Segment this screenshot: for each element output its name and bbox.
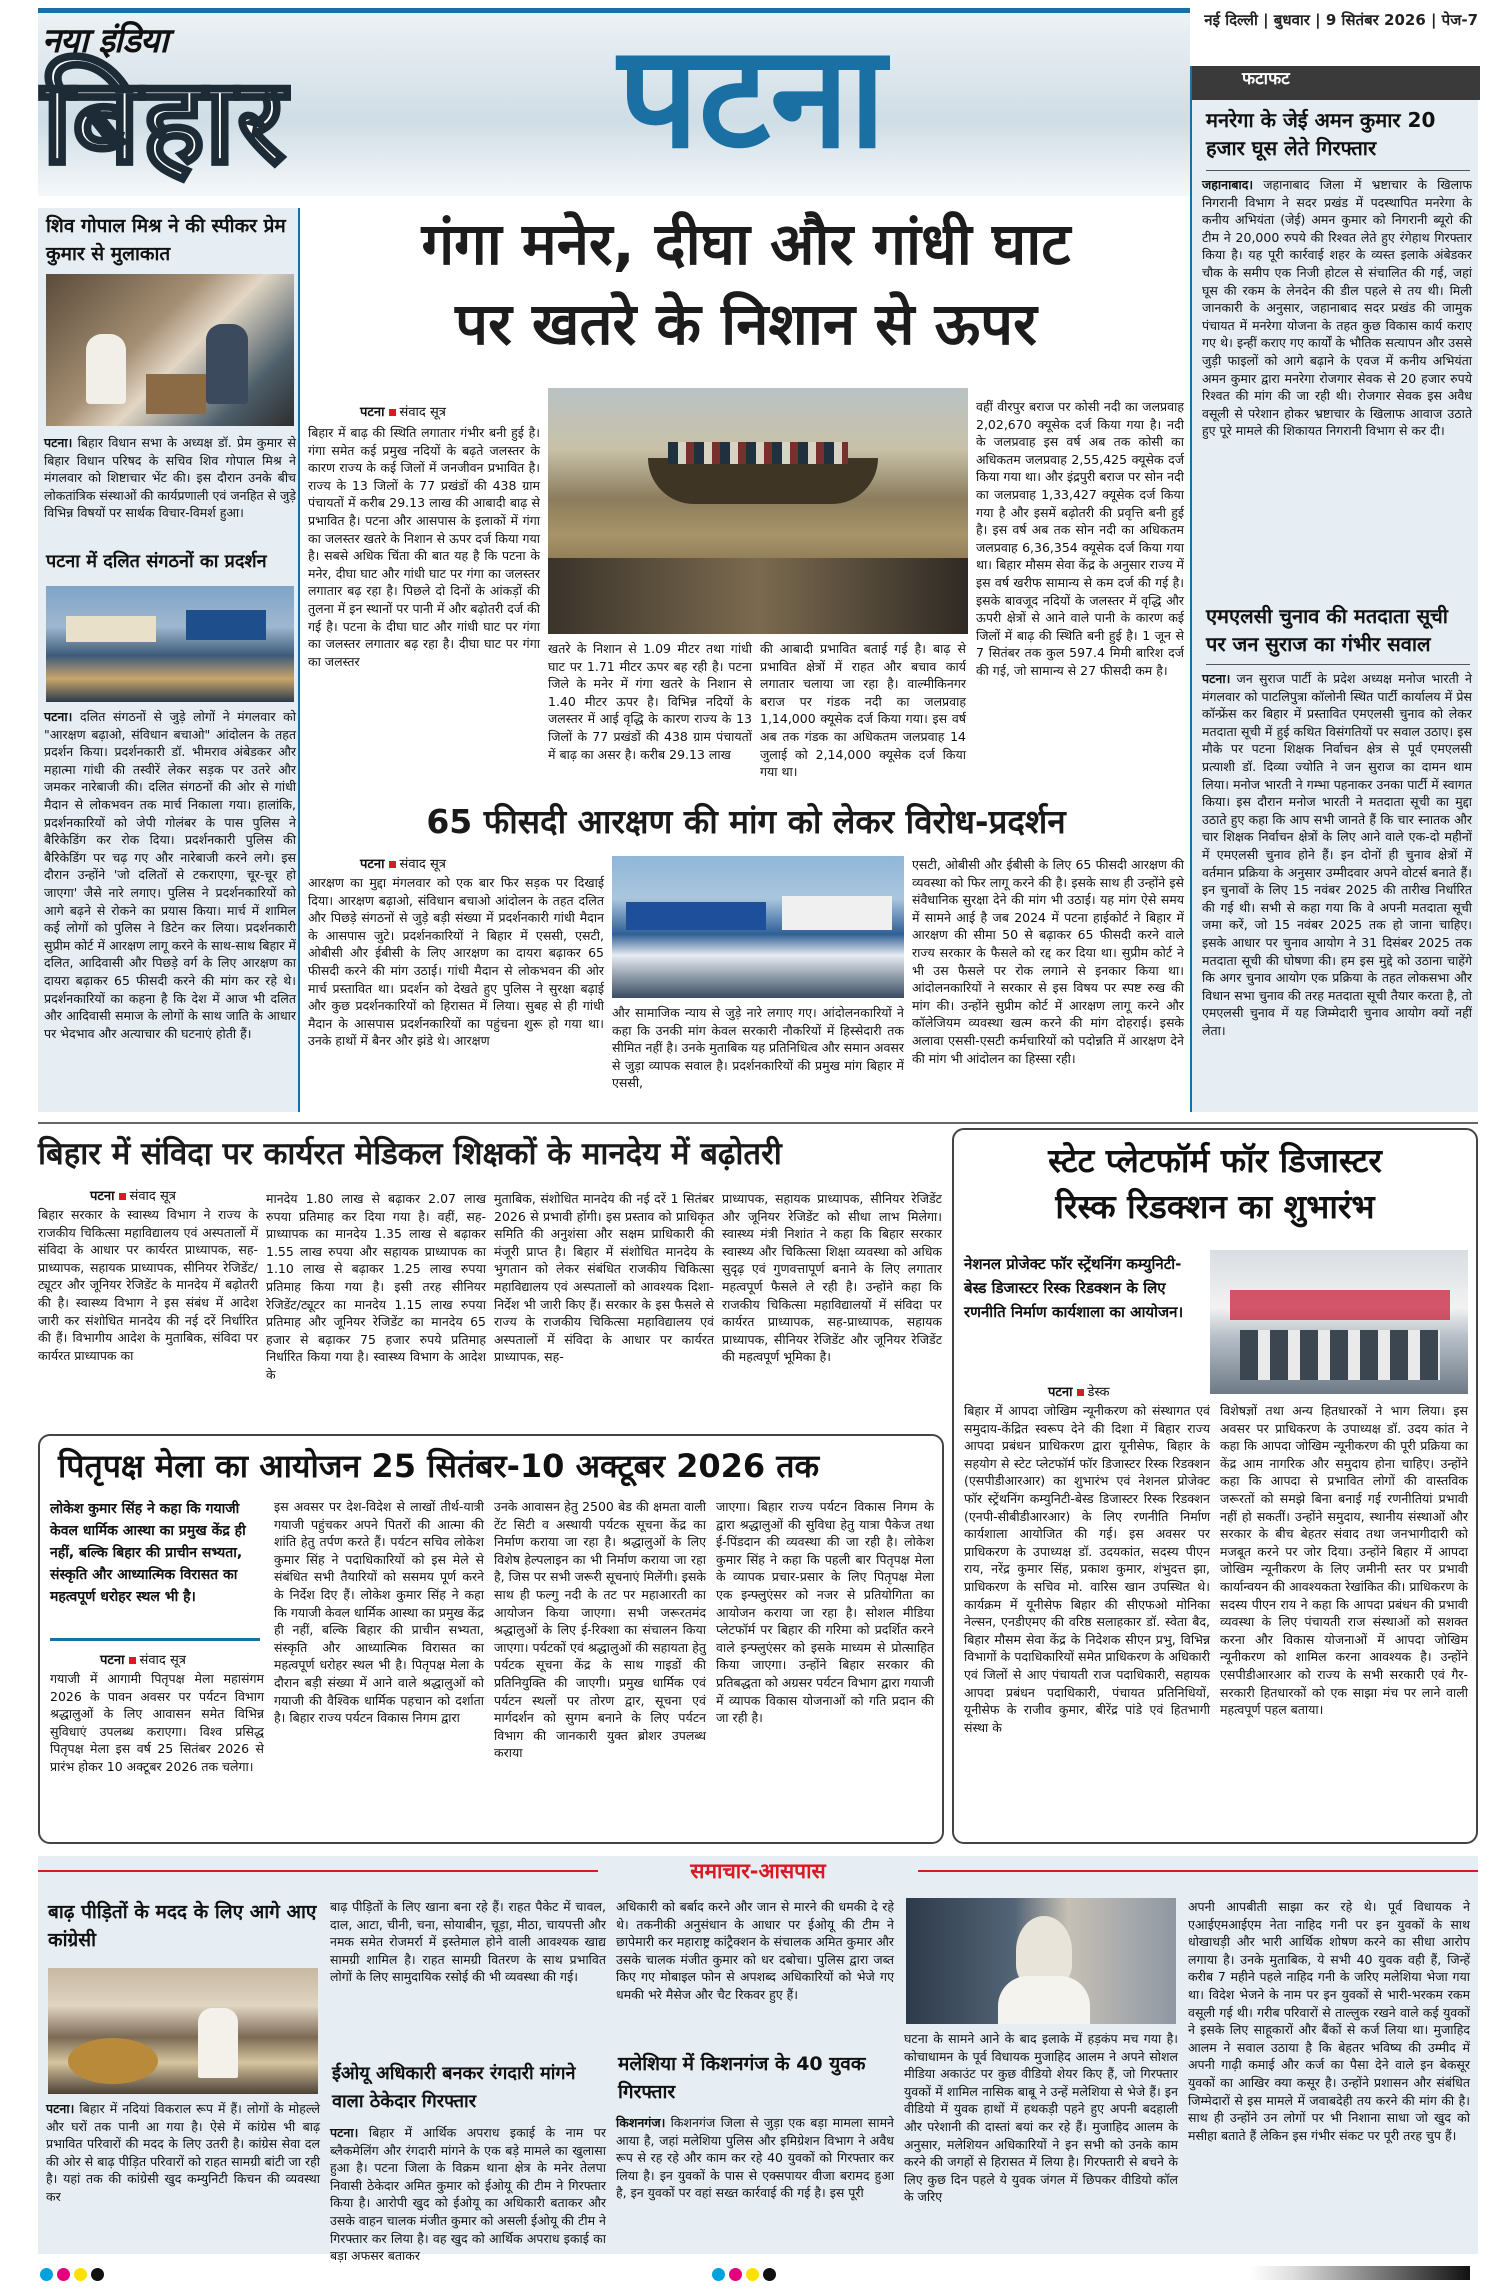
lead-col-2: खतरे के निशान से 1.09 मीटर तथा गांधी घाट पर 1.71 मीटर ऊपर बह रही है। पटना जिले के मनेर में गंगा खतरे के निशान से 1.40 मीटर ऊपर है। विभिन्न नदियों के जलस्तर में आई वृद्धि के कारण राज्य के 13 जिलों के 77 प्रखंडों की 438 ग्राम पंचायतों में बाढ़ का असर है। करीब 29.13 लाख	[548, 641, 752, 762]
location: पटना।	[330, 2125, 359, 2140]
disaster-headline-line2: रिस्क रिडक्शन का शुभारंभ	[1055, 1187, 1375, 1226]
medical-col-3: मुताबिक, संशोधित मानदेय की नई दरें 1 सितंबर 2026 से प्रभावी होंगी। इस प्रस्ताव को प्राधिकृत समिति की अनुशंसा और सक्षम प्राधिकारी की मंजूरी प्राप्त है। बिहार में संशोधित मानदेय के भुगतान को लेकर संबंधित राजकीय चिकित्सा महाविद्यालय एवं अस्पतालों को आवश्यक दिशा-निर्देश भी जारी किए हैं। सरकार के इस फैसले से राज्य के राजकीय चिकित्सा महाविद्यालय एवं अस्पतालों में संविदा के आधार पर कार्यरत प्राध्यापक, सह-	[494, 1191, 714, 1365]
disaster-launch-photo	[1210, 1250, 1468, 1394]
former-mla-photo	[906, 1898, 1176, 2024]
brand-logo: नया इंडिया	[42, 21, 168, 61]
lead-col-3: की आबादी प्रभावित बताई गई है। बाढ़ से प्रभावित क्षेत्रों में राहत और बचाव कार्य लगातार चलाया जा रहा है। वाल्मीकिनगर बराज पर गंडक नदी का जलप्रवाह 1,14,000 क्यूसेक दर्ज किया गया। इस वर्ष अब तक गंडक का अधिकतम जलप्रवाह 14 जुलाई को 2,14,000 क्यूसेक दर्ज किया गया था।	[760, 641, 966, 780]
lead-headline-line1: गंगा मनेर, दीघा और गांधी घाट	[421, 210, 1071, 278]
malaysia-body	[616, 2114, 894, 2248]
eou-body	[330, 2124, 606, 2264]
aaspas-label: समाचार-आसपास	[690, 1859, 826, 1883]
pitru-box	[38, 1434, 944, 1844]
disaster-subhead: नेशनल प्रोजेक्ट फॉर स्ट्रेंथनिंग कम्युनिटी-बेस्ड डिजास्टर रिस्क रिडक्शन के लिए रणनीति निर्माण कार्यशाला का आयोजन।	[964, 1255, 1184, 1321]
byline-source: संवाद सूत्र	[129, 1189, 176, 1204]
pitru-col-4: जाएगा। बिहार राज्य पर्यटन विकास निगम के द्वारा श्रद्धालुओं की सुविधा हेतु यात्रा पैकेज तथा ई-पिंडदान की व्यवस्था की जा रही है। लोकेश कुमार सिंह ने कहा कि पहली बार पितृपक्ष मेला के व्यापक प्रचार-प्रसार के लिए पितृपक्ष मेला एक इन्फ्लुएंसर को नजर से प्रतियोगिता का आयोजन कराया जा रहा है। सोशल मीडिया प्लेटफॉर्म पर बिहार की गरिमा को प्रदर्शित करने वाले इन्फ्लुएंसर को इसके माध्यम से प्रोत्साहित किया जाएगा। उन्होंने बिहार सरकार की प्रतिबद्धता को अग्रसर पर्यटन विभाग द्वारा गयाजी में व्यापक विकास योजनाओं को गति प्रदान की जा रही है।	[716, 1499, 934, 1726]
section-divider	[38, 1122, 1478, 1124]
medical-col-1: बिहार सरकार के स्वास्थ्य विभाग ने राज्य के राजकीय चिकित्सा महाविद्यालय एवं अस्पतालों में संविदा के आधार पर कार्यरत प्राध्यापक, सह-प्राध्यापक, सहायक प्राध्यापक, सीनियर रेजिडेंट/ट्यूटर और जूनियर रेजिडेंट के मानदेय में बढ़ोतरी की है। स्वास्थ्य विभाग ने इस संबंध में आदेश जारी कर संशोधित मानदेय की नई दरें निर्धारित की हैं। विभागीय आदेश के मुताबिक, संविदा पर कार्यरत प्राध्यापक का	[38, 1207, 258, 1363]
body-text: बिहार में नदियां विकराल रूप में हैं। लोगों के मोहल्ले और घरों तक पानी आ गया है। ऐसे में कांग्रेस भी बाढ़ प्रभावित परिवारों की मदद के लिए उतरी है। कांग्रेस सेवा दल की ओर से बाढ़ पीड़ित परिवारों को राहत सामग्री बांटी जा रही है। यहां तक की कांग्रेसी खुद कम्युनिटी किचन की व्यवस्था कर	[46, 2101, 320, 2204]
location: पटना।	[1202, 671, 1231, 686]
left-headline-1: शिव गोपाल मिश्र ने की स्पीकर प्रेम कुमार से मुलाकात	[46, 215, 286, 265]
flood-boat-photo	[548, 388, 968, 634]
malaysia-headline: मलेशिया में किशनगंज के 40 युवक गिरफ्तार	[618, 2053, 866, 2103]
body-text: जन सुराज पार्टी के प्रदेश अध्यक्ष मनोज भारती ने मंगलवार को पाटलिपुत्रा कॉलोनी स्थित पार्टी कार्यालय में प्रेस कॉन्फ्रेंस कर बिहार में प्रस्तावित एमएलसी चुनाव को लेकर मतदाता सूची में हुई कथित विसंगतियों पर सवाल उठाए। इस मौके पर पटना शिक्षक निर्वाचन क्षेत्र से पूर्व एमएलसी प्रत्याशी डॉ. दिव्या ज्योति ने जन सुराज का दामन थाम लिया। मनोज भारती ने गम्भा पहनाकर उनका पार्टी में स्वागत किया। इस दौरान मनोज भारती ने मतदाता सूची का मुद्दा उठाते हुए कहा कि आप सभी जानते हैं कि चार स्नातक और चार शिक्षक निर्वाचन क्षेत्रों के लिए आने वाले एक-दो महीनों में एमएलसी चुनाव होने हैं। इन दोनों ही चुनाव क्षेत्रों में वर्तमान प्रक्रिया के अनुसार उम्मीदवार अपने वोटर्स बनाते हैं। इन चुनावों के लिए 15 नवंबर 2025 की तारीख निर्धारित की गई थी। सभी से कहा गया कि वे अपनी मतदाता सूची जमा करें, जो 15 नवंबर 2025 तक हो जाना चाहिए। इसके आधार पर चुनाव आयोग ने 31 दिसंबर 2025 तक मतदाता सूची की घोषणा की। हम इस मुद्दे को उठाना चाहेंगे कि अगर चुनाव आयोग एक प्रक्रिया के तहत लोकसभा और विधान सभा चुनाव की तरह मतदाता सूची तैयार करता है, तो एमएलसी चुनाव में यह जिम्मेदारी चुनाव आयोग क्यों नहीं लेता।	[1202, 671, 1472, 1038]
location: किशनगंज।	[616, 2115, 666, 2130]
disaster-col-1: बिहार में आपदा जोखिम न्यूनीकरण को संस्थागत एवं समुदाय-केंद्रित स्वरूप देने की दिशा में बिहार राज्य आपदा प्रबंधन प्राधिकरण द्वारा यूनीसेफ, बिहार के सहयोग से स्टेट प्लेटफॉर्म फॉर डिजास्टर रिस्क रिडक्शन (एसपीडीआरआर) का शुभारंभ एवं नेशनल प्रोजेक्ट फॉर स्ट्रेंथनिंग कम्युनिटी-बेस्ड डिजास्टर रिस्क रिडक्शन (एनपी-सीबीडीआरआर) के लिए रणनीति निर्माण कार्यशाला आयोजित की गई। इस अवसर पर प्राधिकरण के उपाध्यक्ष डॉ. उदयकांत, सदस्य पीएन राय, नरेंद्र कुमार सिंह, प्रकाश कुमार, शंभुदत्त झा, प्राधिकरण के सचिव मो. वारिस खान उपस्थित थे। कार्यक्रम में यूनीसेफ बिहार की सीएफओ मोनिका नेल्सन, एनडीएमए की वरिष्ठ सलाहकार डॉ. स्वेता बैद, बिहार मौसम सेवा केंद्र के निदेशक सीएन प्रभु, विभिन्न विभागों के पदाधिकारियों समेत प्राधिकरण के अधिकारी एवं जिलों से आए पंचायती राज पदाधिकारी, सहायक आपदा प्रबंधन पदाधिकारी, पंचायत प्रतिनिधियों, यूनीसेफ के राजीव कुमार, बीरेंद्र पांडे एवं हितभागी संस्था के	[964, 1403, 1210, 1735]
dateline: नई दिल्ली | बुधवार | 9 सितंबर 2026 | पेज-7	[1204, 11, 1478, 29]
pitru-col-3: उनके आवासन हेतु 2500 बेड की क्षमता वाली टेंट सिटी व अस्थायी पर्यटक सूचना केंद्र का निर्माण कराया जा रहा है। श्रद्धालुओं के लिए विशेष हेल्पलाइन का भी निर्माण कराया जा रहा है, जिस पर सभी जरूरी सूचनाएं मिलेंगी। इसके साथ ही फल्गु नदी के तट पर महाआरती का आयोजन किया जाएगा। सभी जरूरतमंद श्रद्धालुओं के लिए ई-रिक्शा का संचालन किया जाएगा। पर्यटकों एवं श्रद्धालुओं की सहायता हेतु पर्यटक सूचना केंद्र के साथ गाइडों की प्रतिनियुक्ति की जाएगी। प्रमुख धार्मिक एवं पर्यटन स्थलों पर तोरण द्वार, सूचना एवं मार्गदर्शन को सुगम बनाने के लिए पर्यटन विभाग की जानकारी युक्त ब्रोशर उपलब्ध कराया	[494, 1499, 706, 1761]
flood-headline: बाढ़ पीड़ितों के मदद के लिए आगे आए कांग्रेसी	[48, 1901, 317, 1951]
pitru-headline: पितृपक्ष मेला का आयोजन 25 सितंबर-10 अक्टूबर 2026 तक	[58, 1447, 820, 1485]
lead-col-4: वहीं वीरपुर बराज पर कोसी नदी का जलप्रवाह 2,02,670 क्यूसेक दर्ज किया गया है। नदी के जलप्रवाह इस वर्ष अब तक कोसी का अधिकतम जलप्रवाह 2,55,425 क्यूसेक दर्ज किया गया था। और इंद्रपुरी बराज पर सोन नदी का जलप्रवाह 1,33,427 क्यूसेक दर्ज किया गया है और इसमें बढ़ोतरी की प्रवृत्ति बनी हुई है। इस वर्ष अब तक सोन नदी का अधिकतम जलप्रवाह 6,36,354 क्यूसेक दर्ज किया गया था। बिहार मौसम सेवा केंद्र के अनुसार राज्य में इस वर्ष खरीफ सामान्य से कम दर्ज की गई है। इसके बावजूद नदियों के जलस्तर में वृद्धि और ऊपरी क्षेत्रों से आने वाले पानी के कारण कई जिलों में बाढ़ की स्थिति बनी हुई है। 1 जून से 7 सितंबर तक कुल 597.4 मिमी बारिश दर्ज की गई, जो सामान्य से 27 फीसदी कम है।	[976, 399, 1184, 678]
body-text: बिहार विधान सभा के अध्यक्ष डॉ. प्रेम कुमार से बिहार विधान परिषद के सचिव शिव गोपाल मिश्र ने मंगलवार को शिष्टाचार भेंट की। इस दौरान उनके बीच लोकतांत्रिक संस्थाओं की कार्यप्रणाली एवं जनहित से जुड़े विभिन्न विषयों पर सार्थक विचार-विमर्श हुआ।	[44, 435, 296, 521]
location: जहानाबाद।	[1202, 177, 1254, 192]
byline-place: पटना	[100, 1653, 125, 1668]
community-kitchen-photo	[48, 1968, 318, 2094]
eou-col-2: अधिकारी को बर्बाद करने और जान से मारने की धमकी दे रहे थे। तकनीकी अनुसंधान के आधार पर ईओयू की टीम ने छापेमारी कर महाराष्ट्र कांट्रैक्शन के संचालक अमित कुमार और उसके चालक मंजीत कुमार को धर दबोचा। पुलिस द्वारा जब्त किए गए मोबाइल फोन से अपशब्द अधिकारियों को भेजे गए धमकी भरे मैसेज और चैट रिकवर हुए हैं।	[616, 1899, 894, 2002]
registration-marks-left	[40, 2266, 170, 2282]
protest-col-1: आरक्षण का मुद्दा मंगलवार को एक बार फिर सड़क पर दिखाई दिया। आरक्षण बढ़ाओ, संविधान बचाओ आंदोलन के तहत दलित और पिछड़े संगठनों से जुड़े बड़ी संख्या में प्रदर्शनकारी गांधी मैदान के आसपास जुटे। प्रदर्शनकारियों ने बिहार में एससी, एसटी, ओबीसी और ईबीसी के लिए आरक्षण का दायरा बढ़ाकर 65 फीसदी करने की मांग उठाई। गांधी मैदान से लोकभवन की ओर मार्च प्रस्तावित था। प्रदर्शन को देखते हुए पुलिस ने सुरक्षा बढ़ाई और कुछ प्रदर्शनकारियों को हिरासत में लिया। सुबह से ही गांधी मैदान के आसपास प्रदर्शनकारियों का पहुंचना शुरू हो गया था। उनके हाथों में बैनर और झंडे थे। आरक्षण	[308, 875, 604, 1049]
protest-photo	[612, 856, 904, 998]
body-text: बिहार में आर्थिक अपराध इकाई के नाम पर ब्लैकमेलिंग और रंगदारी मांगने के एक बड़े मामले का खुलासा हुआ है। पटना जिला के विक्रम थाना क्षेत्र के मनेर तेलपा निवासी ठेकेदार अमित कुमार को ईओयू की टीम ने गिरफ्तार किया है। आरोपी खुद को ईओयू का अधिकारी बताकर और उसके वाहन चालक मंजीत कुमार को असली ईओयू की टीम ने गिरफ्तार कर लिया है। वह खुद को आर्थिक अपराध इकाई का बड़ा अफसर बताकर	[330, 2125, 606, 2264]
malaysia-col-2: घटना के सामने आने के बाद इलाके में हड़कंप मच गया है। कोचाधामन के पूर्व विधायक मुजाहिद आलम ने अपने सोशल मीडिया अकाउंट पर कुछ वीडियो शेयर किए हैं, जो गिरफ्तार युवकों में शामिल नासिक बाबू ने उन्हें मलेशिया से भेजे हैं। इन वीडियो में युवक हाथों में हथकड़ी पहने हुए अपनी बदहाली और परेशानी की दास्तां बयां कर रहे हैं। मुजाहिद आलम के अनुसार, मलेशियन अधिकारियों ने इन सभी को उनके काम करने की जगहों से हिरासत में लिया है। गिरफ्तारी से बचने के लिए कुछ दिन पहले ये युवक जंगल में छिपकर वीडियो कॉल के जरिए	[904, 2031, 1178, 2205]
byline-place: पटना	[1048, 1385, 1073, 1400]
byline-source: संवाद सूत्र	[399, 857, 446, 872]
dalit-protest-photo	[46, 586, 294, 702]
fatafat-headline-1: मनरेगा के जेई अमन कुमार 20 हजार घूस लेते गिरफ्तार	[1206, 108, 1436, 160]
protest-headline: 65 फीसदी आरक्षण की मांग को लेकर विरोध-प्रदर्शन	[426, 802, 1066, 841]
divider	[1206, 664, 1470, 665]
protest-col-3: एसटी, ओबीसी और ईबीसी के लिए 65 फीसदी आरक्षण की व्यवस्था को फिर लागू करने की है। इसके साथ ही उन्होंने इसे संवैधानिक सुरक्षा देने की मांग भी उठाई। यह मांग ऐसे समय में सामने आई है जब 2024 में पटना हाईकोर्ट ने बिहार में आरक्षण की सीमा 50 से बढ़ाकर 65 फीसदी करने वाले राज्य सरकार के फैसले को रद्द कर दिया था। सुप्रीम कोर्ट ने भी उस फैसले पर रोक लगाने से इनकार किया था। आंदोलनकारियों ने सरकार से इस विषय पर स्पष्ट रुख की मांग की। उन्होंने सुप्रीम कोर्ट में आरक्षण लागू करने और कॉलेजियम व्यवस्था खत्म करने की मांग दोहराई। इसके अलावा एससी-एसटी कर्मचारियों को पदोन्नति में आरक्षण देने की मांग भी आंदोलन का हिस्सा रही।	[912, 857, 1184, 1066]
location: पटना।	[44, 709, 73, 724]
gray-scale-strip	[1250, 2266, 1470, 2280]
lead-col-1: बिहार में बाढ़ की स्थिति लगातार गंभीर बनी हुई है। गंगा समेत कई प्रमुख नदियों के बढ़ते जलस्तर के कारण राज्य के कई जिलों में जनजीवन प्रभावित है। राज्य के 13 जिलों के 77 प्रखंडों की 438 ग्राम पंचायतों में करीब 29.13 लाख की आबादी बाढ़ से प्रभावित है। पटना और आसपास के इलाकों में गंगा का जलस्तर खतरे के निशान से ऊपर दर्ज किया गया है। सबसे अधिक चिंता की बात यह है कि पटना के मनेर, दीघा घाट और गांधी घाट पर गंगा का जलस्तर लगातार बढ़ रहा है। पिछले दो दिनों के आंकड़ों की तुलना में इन स्थानों पर पानी में और बढ़ोतरी दर्ज की गई है। पटना के दीघा घाट और गांधी घाट पर गंगा का जलस्तर लगातार बढ़ रहा है। दीघा घाट पर गंगा का जलस्तर	[308, 425, 540, 669]
speaker-meeting-photo	[46, 274, 294, 426]
city-title: पटना	[618, 15, 886, 180]
disaster-headline-line1: स्टेट प्लेटफॉर्म फॉर डिजास्टर	[1048, 1141, 1382, 1180]
left-body-2	[44, 708, 296, 1106]
left-box	[38, 208, 300, 1112]
disaster-box	[952, 1128, 1478, 1844]
body-text: जहानाबाद जिला में भ्रष्टाचार के खिलाफ निगरानी विभाग ने सदर प्रखंड में पदस्थापित मनरेगा के कनीय अभियंता (जेई) अमन कुमार को निगरानी ब्यूरो की टीम ने 20,000 रुपये की रिश्वत लेते हुए रंगेहाथ गिरफ्तार किया है। यह पूरी कार्रवाई शहर के व्यस्त इलाके अंबेडकर चौक के समीप एक निजी होटल से संचालित की गई, जहां घूस की रकम के लेनदेन की डील पहले से तय थी। मिली जानकारी के अनुसार, जहानाबाद सदर प्रखंड की जामुक पंचायत में मनरेगा योजना के तहत कुछ विकास कार्य कराए गए थे। इन्हीं कराए गए कार्यों के भौतिक सत्यापन और उससे जुड़ी फाइलों को आगे बढ़ाने के एवज में कनीय अभियंता अमन कुमार द्वारा मनरेगा रोजगार सेवक से 20 हजार रुपये रिश्वत की मांग की जा रही थी। रोजगार सेवक इस अवैध वसूली से परेशान होकर भ्रष्टाचार के खिलाफ आवाज उठाते हुए पूरे मामले की शिकायत निगरानी विभाग से कर दी।	[1202, 177, 1472, 439]
masthead-top-strip	[38, 8, 1190, 13]
fatafat-body-2	[1202, 670, 1472, 1106]
protest-byline	[360, 854, 540, 872]
lead-headline-line2: पर खतरे के निशान से ऊपर	[455, 290, 1037, 358]
protest-col-2: और सामाजिक न्याय से जुड़े नारे लगाए गए। आंदोलनकारियों ने कहा कि उनकी मांग केवल सरकारी नौकरियों में हिस्सेदारी तक सीमित नहीं है। उनके मुताबिक यह प्रतिनिधित्व और समान अवसर से जुड़ा व्यापक सवाल है। प्रदर्शनकारियों की प्रमुख मांग बिहार में एससी,	[612, 1005, 904, 1091]
disaster-col-2: विशेषज्ञों तथा अन्य हितधारकों ने भाग लिया। इस अवसर पर प्राधिकरण के उपाध्यक्ष डॉ. उदय कांत ने कहा कि आपदा जोखिम न्यूनीकरण की पूरी प्रक्रिया का केंद्र आम नागरिक और समुदाय होना चाहिए। उन्होंने कहा कि आपदा से प्रभावित लोगों की वास्तविक जरूरतों को समझे बिना बनाई गई रणनीतियां प्रभावी नहीं हो सकतीं। उन्होंने समुदाय, स्थानीय संस्थाओं और सरकार के बीच बेहतर संवाद तथा जनभागीदारी को मजबूत करने पर जोर दिया। उन्होंने बिहार में आपदा जोखिम न्यूनीकरण के लिए जमीनी स्तर पर प्रभावी कार्यान्वयन की आवश्यकता रेखांकित की। प्राधिकरण के सदस्य पीएन राय ने कहा कि आपदा प्रबंधन की प्रभावी व्यवस्था के लिए पंचायती राज संस्थाओं को सशक्त करना और विकास योजनाओं में आपदा जोखिम न्यूनीकरण को शामिल करना आवश्यक है। उन्होंने एसपीडीआरआर को राज्य के सभी सरकारी एवं गैर-सरकारी हितधारकों को एक साझा मंच पर लाने वाली महत्वपूर्ण पहल बताया।	[1220, 1403, 1468, 1718]
pitru-highlight: लोकेश कुमार सिंह ने कहा कि गयाजी केवल धार्मिक आस्था का प्रमुख केंद्र ही नहीं, बल्कि बिहार की प्राचीन सभ्यता, संस्कृति और आध्यात्मिक विरासत का महत्वपूर्ण धरोहर स्थल भी है।	[50, 1501, 246, 1605]
fatafat-label: फटाफट	[1192, 66, 1480, 100]
medical-byline	[90, 1186, 270, 1204]
fatafat-body-1	[1202, 176, 1472, 584]
flood-body	[46, 2100, 320, 2248]
byline-place: पटना	[90, 1189, 115, 1204]
section-title: बिहार	[42, 52, 288, 190]
malaysia-col-3: अपनी आपबीती साझा कर रहे थे। पूर्व विधायक ने एआईएमआईएम नेता नाहिद गनी पर इन युवकों के साथ धोखाधड़ी और भारी आर्थिक शोषण करने का सीधा आरोप लगाया है। उनके मुताबिक, ये सभी 40 युवक वही हैं, जिन्हें करीब 7 महीने पहले नाहिद गनी के जरिए मलेशिया भेजा गया था। विदेश भेजने के नाम पर इन युवकों से भारी-भरकम रकम वसूली गई थी। गरीब परिवारों से ताल्लुक रखने वाले कई युवकों ने इसके लिए साहूकारों और बैंकों से कर्ज लिया था। मुजाहिद आलम ने सवाल उठाया है कि बेहतर भविष्य की उम्मीद में अपनी गाढ़ी कमाई और कर्ज का पैसा देने वाले इन बेकसूर युवकों का आखिर क्या कसूर है। उन्होंने प्रशासन और संबंधित जिम्मेदारों से इस मामले में जवाबदेही तय करने की मांग की है। साथ ही उन्होंने उन लोगों पर भी निशाना साधा जो खुद को मसीहा बताते हैं लेकिन इस गंभीर संकट पर पूरी तरह चुप हैं।	[1188, 1899, 1470, 2143]
lead-byline	[360, 402, 540, 420]
fatafat-headline-2: एमएलसी चुनाव की मतदाता सूची पर जन सुराज का गंभीर सवाल	[1206, 604, 1448, 656]
medical-col-4: प्राध्यापक, सहायक प्राध्यापक, सीनियर रेजिडेंट और जूनियर रेजिडेंट को सीधा लाभ मिलेगा। स्वास्थ्य मंत्री निशांत ने कहा कि बिहार सरकार स्वास्थ्य और चिकित्सा शिक्षा व्यवस्था को अधिक सुदृढ़ एवं गुणवत्तापूर्ण बनाने के लिए लगातार महत्वपूर्ण फैसले ले रही है। उन्होंने कहा कि राजकीय चिकित्सा महाविद्यालयों में संविदा पर कार्यरत प्राध्यापक, सह-प्राध्यापक, सहायक प्राध्यापक, सीनियर रेजिडेंट और जूनियर रेजिडेंट की महत्वपूर्ण भूमिका है।	[722, 1191, 942, 1365]
divider	[1206, 170, 1470, 171]
body-text: किशनगंज जिला से जुड़ा एक बड़ा मामला सामने आया है, जहां मलेशिया पुलिस और इमिग्रेशन विभाग ने अवैध रूप से रह रहे और काम कर रहे 40 युवकों को गिरफ्तार कर लिया है। इन युवकों के पास से एक्सपायर वीजा बरामद हुआ है, इन युवकों पर वहां सख्त कार्रवाई की गई है। इस पूरी	[616, 2115, 894, 2201]
byline-source: डेस्क	[1087, 1385, 1110, 1400]
disaster-byline	[1048, 1382, 1208, 1400]
medical-headline: बिहार में संविदा पर कार्यरत मेडिकल शिक्षकों के मानदेय में बढ़ोतरी	[38, 1136, 782, 1172]
aaspas-rule-left	[38, 1870, 598, 1872]
body-text: दलित संगठनों से जुड़े लोगों ने मंगलवार को "आरक्षण बढ़ाओ, संविधान बचाओ" आंदोलन के तहत प्रदर्शन किया। प्रदर्शनकारी डॉ. भीमराव अंबेडकर और महात्मा गांधी की तस्वीरें लेकर सड़क पर उतरे और जमकर नारेबाजी की। दलित संगठनों की ओर से गांधी मैदान से लोकभवन तक मार्च निकाला गया। हालांकि, प्रदर्शनकारियों को जेपी गोलंबर के पास पुलिस ने बैरिकेडिंग कर रोक दिया। प्रदर्शनकारी पुलिस की बैरिकेडिंग पर चढ़ गए और नारेबाजी करने लगे। इस दौरान उन्होंने 'जो दलितों से टकराएगा, चूर-चूर हो जाएगा' जैसे नारे लगाए। पुलिस ने प्रदर्शनकारियों को आगे बढ़ने से रोकने का प्रयास किया। मार्च में शामिल कई लोगों को पुलिस ने डिटेन कर लिया। प्रदर्शनकारी सुप्रीम कोर्ट में आरक्षण लागू करने के साथ-साथ बिहार में दलित, आदिवासी और पिछड़े वर्ग के लिए आरक्षण का दायरा बढ़ाकर 65 फीसदी करने की मांग कर रहे थे। प्रदर्शनकारियों का कहना है कि देश में आज भी दलित और आदिवासी समाज के लोगों के साथ जाति के आधार पर भेदभाव और अत्याचार की घटनाएं होती हैं।	[44, 709, 296, 1041]
highlight-underline	[50, 1638, 260, 1641]
location: पटना।	[44, 435, 73, 450]
pitru-byline	[100, 1650, 260, 1668]
byline-place: पटना	[360, 857, 385, 872]
byline-source: संवाद सूत्र	[139, 1653, 186, 1668]
registration-marks-center	[712, 2266, 842, 2282]
byline-source: संवाद सूत्र	[399, 405, 446, 420]
byline-place: पटना	[360, 405, 385, 420]
pitru-col-2: इस अवसर पर देश-विदेश से लाखों तीर्थ-यात्री गयाजी पहुंचकर अपने पितरों की आत्मा की शांति हेतु तर्पण करते हैं। पर्यटन सचिव लोकेश कुमार सिंह ने पदाधिकारियों को इस मेले से संबंधित सभी तैयारियों को ससमय पूर्ण करने के निर्देश दिए हैं। लोकेश कुमार सिंह ने कहा कि गयाजी केवल धार्मिक आस्था का प्रमुख केंद्र ही नहीं, बल्कि बिहार की प्राचीन सभ्यता, संस्कृति और आध्यात्मिक विरासत का महत्वपूर्ण धरोहर स्थल भी है। पितृपक्ष मेला के दौरान बड़ी संख्या में आने वाले श्रद्धालुओं को गयाजी की वैश्विक धार्मिक पहचान को दर्शाता है। बिहार राज्य पर्यटन विकास निगम द्वारा	[274, 1499, 484, 1726]
eou-headline: ईओयू अधिकारी बनकर रंगदारी मांगने वाला ठेकेदार गिरफ्तार	[332, 2063, 576, 2112]
aaspas-rule-right	[918, 1870, 1478, 1872]
flood-col-2: बाढ़ पीड़ितों के लिए खाना बना रहे हैं। राहत पैकेट में चावल, दाल, आटा, चीनी, चना, सोयाबीन, चूड़ा, मीठा, चायपत्ती और नमक समेत रोजमर्रा में इस्तेमाल होने वाली आवश्यक खाद्य सामग्री शामिल है। राहत सामग्री वितरण के साथ प्रभावित लोगों के लिए सामुदायिक रसोई की भी व्यवस्था की गई।	[330, 1899, 606, 1985]
fatafat-box	[1190, 66, 1478, 1112]
lead-headline	[308, 204, 1184, 374]
pitru-col-1: गयाजी में आगामी पितृपक्ष मेला महासंगम 2026 के पावन अवसर पर पर्यटन विभाग श्रद्धालुओं के लिए आवासन समेत विभिन्न सुविधाएं उपलब्ध कराएगा। विश्व प्रसिद्ध पितृपक्ष मेला इस वर्ष 25 सितंबर 2026 से प्रारंभ होकर 10 अक्टूबर 2026 तक चलेगा।	[50, 1671, 264, 1774]
left-headline-2: पटना में दलित संगठनों का प्रदर्शन	[46, 551, 267, 572]
medical-col-2: मानदेय 1.80 लाख से बढ़ाकर 2.07 लाख रुपया प्रतिमाह कर दिया गया है। वहीं, सह-प्राध्यापक का मानदेय 1.35 लाख से बढ़ाकर 1.55 लाख रुपया और सहायक प्राध्यापक का 1.10 लाख से बढ़ाकर 1.25 लाख रुपया प्रतिमाह किया गया है। इसी तरह सीनियर रेजिडेंट/ट्यूटर का मानदेय 1.15 लाख रुपया प्रतिमाह और जूनियर रेजिडेंट का मानदेय 65 हजार से बढ़ाकर 75 हजार रुपये प्रतिमाह निर्धारित किया गया है। स्वास्थ्य विभाग के आदेश के	[266, 1191, 486, 1382]
aaspas-section	[38, 1856, 1478, 2264]
location: पटना।	[46, 2101, 75, 2116]
left-body-1	[44, 434, 296, 538]
